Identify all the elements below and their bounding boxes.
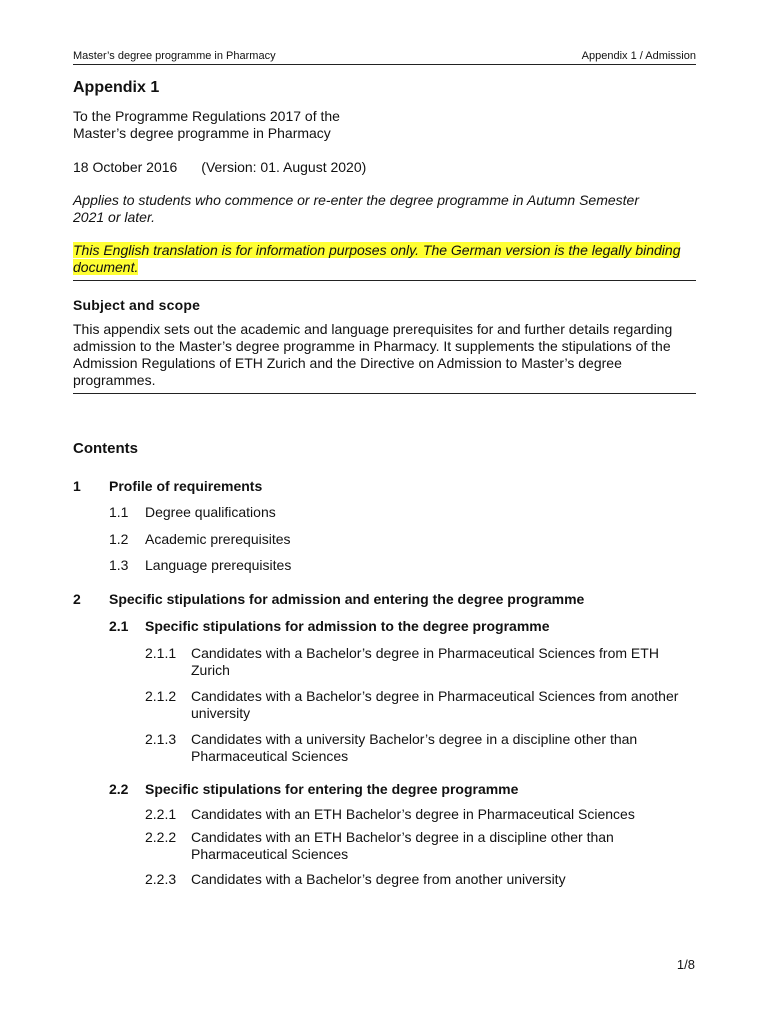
date-line [73,159,366,176]
toc-number: 2.1 [109,618,129,634]
toc-item[interactable] [109,781,518,798]
toc-item[interactable] [145,871,685,888]
toc-number: 2.1.2 [145,688,177,704]
toc-text: Candidates with an ETH Bachelor’s degree in a discipline other than Pharmaceutical Sciences [191,829,614,862]
scope-heading: Subject and scope [73,297,201,313]
translation-note-highlight: This English translation is for information purposes only. The German version is the legally binding document. [73,242,681,275]
header-right: Appendix 1 / Admission [581,50,696,62]
toc-number: 2.2 [109,781,129,797]
toc-number: 1.3 [109,557,129,573]
toc-item[interactable] [73,478,262,495]
contents-heading: Contents [73,440,138,457]
toc-text: Specific stipulations for admission to the degree programme [145,618,550,634]
toc-text: Candidates with a university Bachelor’s degree in a discipline other than Pharmaceutical Sciences [191,731,638,764]
page-title: Appendix 1 [73,79,160,96]
version: (Version: 01. August 2020) [201,159,367,175]
subtitle [73,108,340,142]
toc-item[interactable] [145,645,685,679]
toc-number: 2.2.2 [145,829,177,845]
toc-text: Candidates with a Bachelor’s degree from another university [191,871,566,887]
toc-text: Language prerequisites [145,557,292,573]
separator-rule [73,393,696,395]
toc-text: Profile of requirements [109,478,263,494]
subtitle-line-2: Master’s degree programme in Pharmacy [73,125,331,141]
toc-text: Candidates with a Bachelor’s degree in Pharmaceutical Sciences from another university [191,688,679,721]
subtitle-line-1: To the Programme Regulations 2017 of the [73,108,340,124]
running-header [73,50,696,65]
toc-number: 1.1 [109,504,129,520]
toc-item[interactable] [109,557,291,574]
toc-item[interactable] [145,731,685,765]
translation-note [73,242,696,281]
scope-text: This appendix sets out the academic and language prerequisites for and further details regarding admission to the Master’s degree programme in Pharmacy. It supplements the stipulations of the Admission Regulations of ETH Zurich and the Directive on Admission to Master’s degree programmes. [73,321,673,388]
toc-item[interactable] [145,806,685,823]
toc-text: Specific stipulations for entering the degree programme [145,781,519,797]
toc-item[interactable] [109,531,291,548]
date: 18 October 2016 [73,159,178,175]
toc-number: 2.1.3 [145,731,177,747]
toc-number: 2.2.1 [145,806,177,822]
toc-item[interactable] [109,618,550,635]
toc-text: Degree qualifications [145,504,276,520]
toc-number: 2.2.3 [145,871,177,887]
toc-text: Academic prerequisites [145,531,291,547]
toc-number: 2.1.1 [145,645,177,661]
toc-item[interactable] [145,688,685,722]
toc-number: 1.2 [109,531,129,547]
applies-note: Applies to students who commence or re-enter the degree programme in Autumn Semester 2021 or later. [73,192,639,225]
toc-text: Specific stipulations for admission and entering the degree programme [109,591,585,607]
header-left: Master’s degree programme in Pharmacy [73,50,276,62]
toc-item[interactable] [73,591,584,608]
toc-item[interactable] [145,829,685,863]
toc-number: 2 [73,591,81,607]
toc-number: 1 [73,478,81,494]
page-number: 1/8 [676,957,695,972]
toc-item[interactable] [109,504,276,521]
toc-text: Candidates with a Bachelor’s degree in Pharmaceutical Sciences from ETH Zurich [191,645,659,678]
toc-text: Candidates with an ETH Bachelor’s degree in Pharmaceutical Sciences [191,806,635,822]
